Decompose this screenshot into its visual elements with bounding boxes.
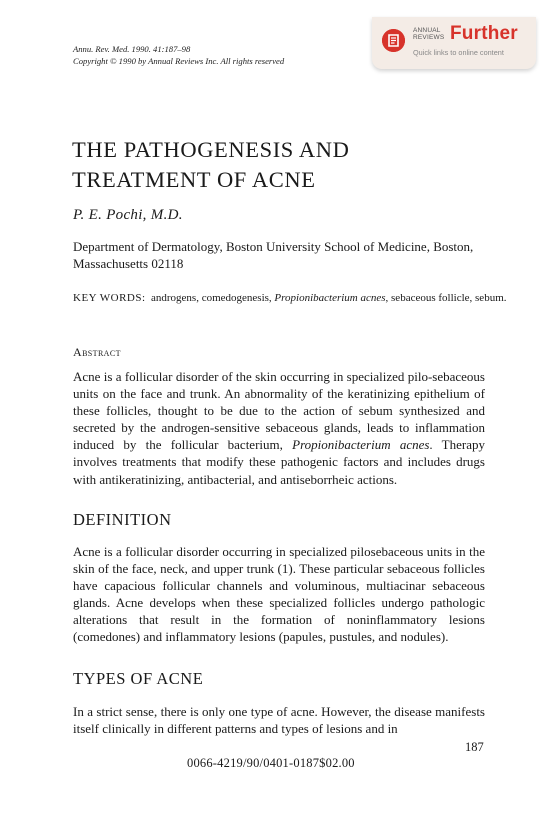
abstract-italic-term: Propionibacterium acnes xyxy=(292,437,430,453)
further-wordmark: Further xyxy=(450,23,518,44)
keywords-text-end: , sebaceous follicle, sebum. xyxy=(385,292,507,304)
author-affiliation: Department of Dermatology, Boston University School of Medicine, Boston, Massachusetts 02118 xyxy=(73,239,474,271)
annual-reviews-logo-icon xyxy=(382,29,405,52)
further-badge[interactable] xyxy=(372,17,536,69)
page-number: 187 xyxy=(465,740,484,754)
citation-journal-line: Annu. Rev. Med. 1990. 41:187–98 xyxy=(73,44,191,54)
article-code: 0066-4219/90/0401-0187$02.00 xyxy=(187,756,355,770)
abstract-text-end: . Therapy involves treatments that modify these pathogenic factors and includes drugs with antikeratinizing, antibacterial, and antiseborrheic actions. xyxy=(73,437,485,487)
types-heading: TYPES OF ACNE xyxy=(73,669,204,688)
annual-reviews-wordmark: ANNUAL REVIEWS xyxy=(413,27,445,41)
keywords-text-start: androgens, comedogenesis, xyxy=(151,292,275,304)
definition-heading: DEFINITION xyxy=(73,510,172,529)
article-title: THE PATHOGENESIS AND TREATMENT OF ACNE xyxy=(72,137,350,192)
abstract-heading: Abstract xyxy=(73,345,121,359)
abstract-text-start: Acne is a follicular disorder of the skin occurring in specialized pilo-sebaceous units on the face and trunk. An abnormality of the keratinizing epithelium of these follicles, thought to be due to the action of sebum synthesized and secreted by the androgen-sensitive sebaceous glands, leads to inflammation induced by the follicular bacterium, xyxy=(73,369,485,453)
keywords-label: KEY WORDS: xyxy=(73,292,146,304)
abstract-paragraph xyxy=(73,368,485,488)
article-author: P. E. Pochi, M.D. xyxy=(73,207,183,223)
types-paragraph: In a strict sense, there is only one type of acne. However, the disease manifests itself clinically in different patterns and types of lesions and in xyxy=(73,704,485,737)
badge-tagline: Quick links to online content xyxy=(413,48,504,57)
keywords-italic-term: Propionibacterium acnes xyxy=(274,292,386,304)
keywords-list xyxy=(151,291,514,306)
citation-copyright-line: Copyright © 1990 by Annual Reviews Inc. All rights reserved xyxy=(73,55,285,66)
definition-paragraph: Acne is a follicular disorder occurring in specialized pilosebaceous units in the skin of the face, neck, and upper trunk (1). These particular sebaceous follicles have capacious follicular channels and voluminous, multiacinar sebaceous glands. Acne develops when these specialized follicles undergo pathologic alterations that result in the formation of noninflammatory lesions (comedones) and inflammatory lesions (papules, pustules, and nodules). xyxy=(73,544,485,645)
journal-citation xyxy=(73,44,284,67)
